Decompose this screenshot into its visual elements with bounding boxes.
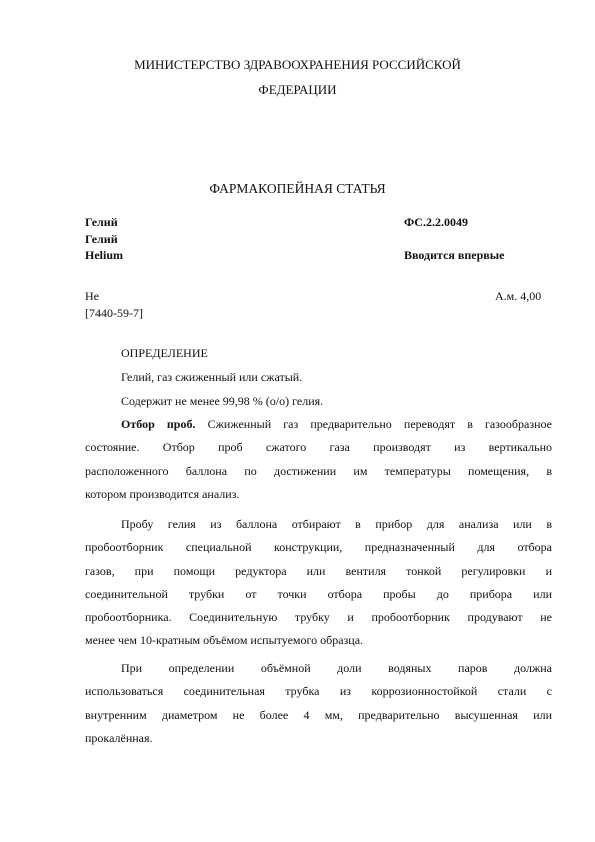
definition-heading: ОПРЕДЕЛЕНИЕ bbox=[121, 346, 208, 360]
water-line: прокалённая. bbox=[85, 730, 153, 745]
sample-line: газов, при помощи редуктора или вентиля тонкой регулировки и bbox=[85, 563, 552, 578]
water-vapor-paragraph bbox=[85, 657, 552, 750]
sampling-line: Сжиженный газ предварительно переводят в газообразное bbox=[207, 417, 552, 431]
chemical-formula: He bbox=[85, 289, 99, 303]
sampling-line: состояние. Отбор проб сжатого газа производят из вертикально bbox=[85, 440, 552, 455]
ministry-title-line-2: ФЕДЕРАЦИИ bbox=[258, 82, 337, 97]
water-line: При определении объёмной доли водяных паров должна bbox=[121, 661, 552, 675]
sampling-line: котором производится анализ. bbox=[85, 486, 240, 501]
sample-line: менее чем 10-кратным объёмом испытуемого образца. bbox=[85, 633, 364, 648]
water-line: внутренним диаметром не более 4 мм, предварительно высушенная или bbox=[85, 707, 552, 722]
paragraph-line bbox=[85, 413, 552, 436]
introduction-status: Вводится впервые bbox=[404, 248, 505, 262]
sample-line: пробоотборник специальной конструкции, предназначенный для отбора bbox=[85, 540, 552, 555]
document-title: ФАРМАКОПЕЙНАЯ СТАТЬЯ bbox=[209, 181, 386, 196]
water-line: использоваться соединительная трубка из коррозионностойкой стали с bbox=[85, 684, 552, 699]
sample-line: соединительной трубки от точки отбора пробы до прибора или bbox=[85, 586, 552, 601]
cas-number: [7440-59-7] bbox=[85, 306, 143, 320]
substance-name-ru-2: Гелий bbox=[85, 232, 118, 246]
content-text: Содержит не менее 99,98 % (о/о) гелия. bbox=[121, 394, 324, 408]
definition-text: Гелий, газ сжиженный или сжатый. bbox=[121, 370, 303, 384]
sample-paragraph bbox=[85, 513, 552, 653]
sample-line: пробоотборника. Соединительную трубку и пробоотборник продувают не bbox=[85, 610, 552, 625]
sample-line: Пробу гелия из баллона отбирают в прибор для анализа или в bbox=[121, 517, 552, 531]
substance-name-latin: Helium bbox=[85, 248, 123, 262]
monograph-code: ФС.2.2.0049 bbox=[404, 215, 468, 229]
sampling-paragraph bbox=[85, 413, 552, 506]
atomic-mass: А.м. 4,00 bbox=[495, 289, 542, 303]
substance-name-ru: Гелий bbox=[85, 215, 118, 229]
sampling-line: расположенного баллона по достижении им температуры помещения, в bbox=[85, 463, 552, 478]
sampling-heading: Отбор проб. bbox=[121, 417, 196, 431]
ministry-title-line-1: МИНИСТЕРСТВО ЗДРАВООХРАНЕНИЯ РОССИЙСКОЙ bbox=[134, 57, 461, 72]
